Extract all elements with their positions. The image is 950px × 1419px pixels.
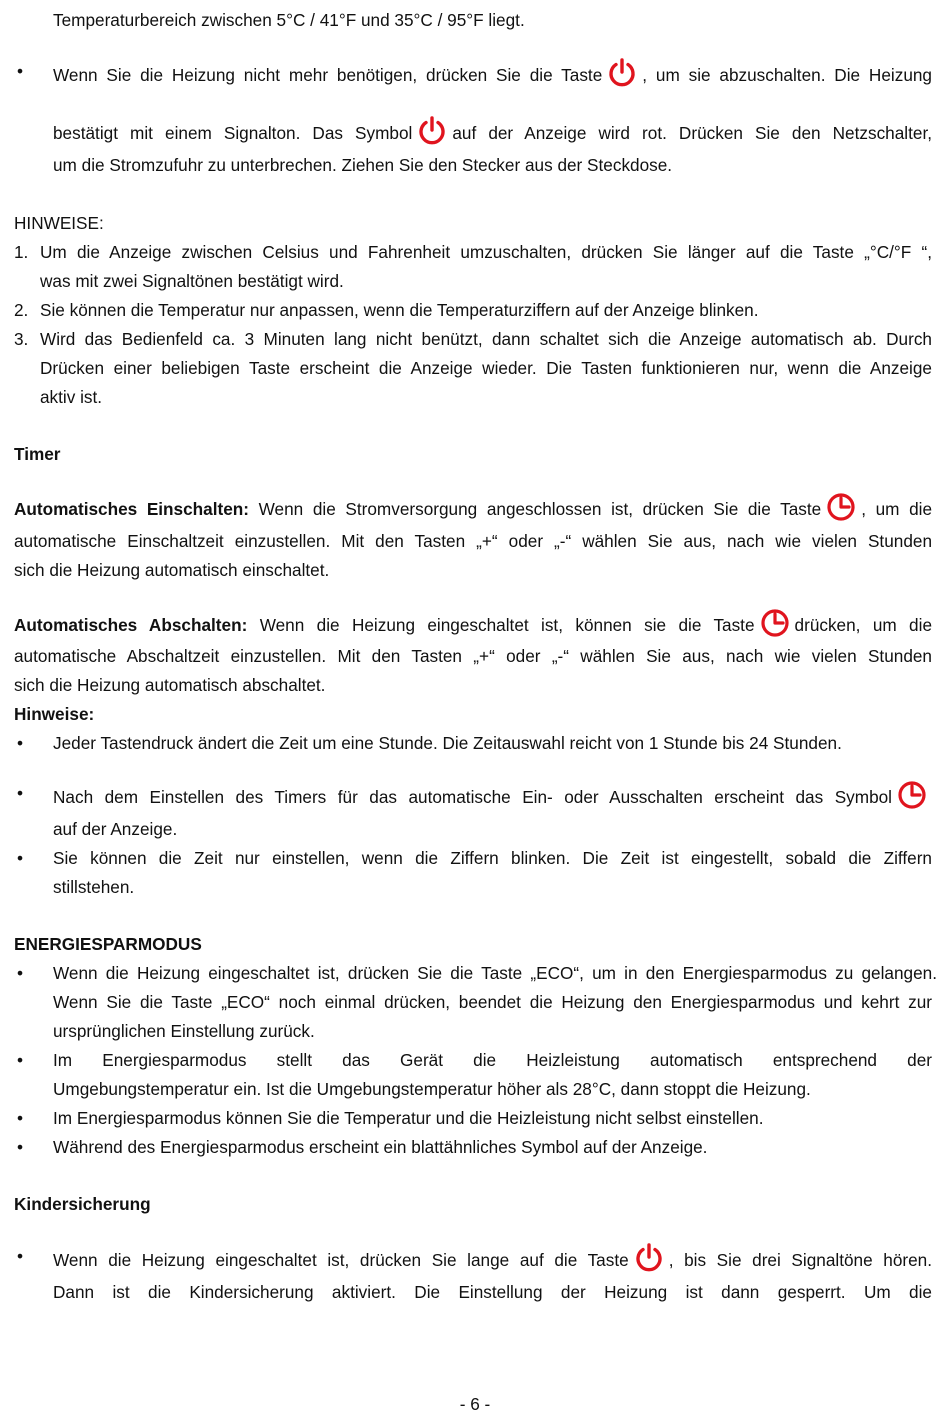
text-line: Wird das Bedienfeld ca. 3 Minuten lang nicht benützt, dann schaltet sich die Anzeige automatisch ab. Durch bbox=[40, 329, 932, 349]
text-line: automatische Einschaltzeit einzustellen. Mit den Tasten „+“ oder „-“ wählen Sie aus, nach wie vielen Stunden bbox=[14, 531, 932, 551]
bullet: • bbox=[16, 1246, 24, 1266]
list-number: 1. bbox=[14, 242, 29, 262]
text-line: Nach dem Einstellen des Timers für das automatische Ein- oder Ausschalten erscheint das Symbol bbox=[53, 779, 932, 812]
text-line: ursprünglichen Einstellung zurück. bbox=[53, 1021, 315, 1041]
text-line: Im Energiesparmodus können Sie die Temperatur und die Heizleistung nicht selbst einstellen. bbox=[53, 1108, 764, 1128]
section-heading: Kindersicherung bbox=[14, 1194, 151, 1214]
bullet: • bbox=[16, 783, 24, 803]
power-icon bbox=[416, 115, 448, 147]
text-line: um die Stromzufuhr zu unterbrechen. Ziehen Sie den Stecker aus der Steckdose. bbox=[53, 155, 673, 175]
text-line: sich die Heizung automatisch einschaltet. bbox=[14, 560, 330, 580]
bullet: • bbox=[16, 1050, 24, 1070]
text-line: stillstehen. bbox=[53, 877, 135, 897]
text-line: Im Energiesparmodus stellt das Gerät die Heizleistung automatisch entsprechend der bbox=[53, 1050, 932, 1070]
text-line: Wenn Sie die Heizung nicht mehr benötigen, drücken Sie die Taste , um sie abzuschalten. Die Heizung bbox=[53, 57, 932, 90]
text-line: automatische Abschaltzeit einzustellen. Mit den Tasten „+“ oder „-“ wählen Sie aus, nach wie vielen Stunden bbox=[14, 646, 932, 666]
text-line: Sie können die Temperatur nur anpassen, wenn die Temperaturziffern auf der Anzeige blinken. bbox=[40, 300, 759, 320]
text-line: was mit zwei Signaltönen bestätigt wird. bbox=[40, 271, 344, 291]
bullet: • bbox=[16, 848, 24, 868]
text-line: Wenn die Heizung eingeschaltet ist, drücken Sie die Taste „ECO“, um in den Energiesparmodus zu gelangen. bbox=[53, 963, 937, 983]
text-line: Drücken einer beliebigen Taste erscheint die Anzeige wieder. Die Tasten funktionieren nur, wenn die Anzeige bbox=[40, 358, 932, 378]
text-line: Wenn die Heizung eingeschaltet ist, drücken Sie lange auf die Taste , bis Sie drei Signaltöne hören. bbox=[53, 1242, 932, 1275]
text-line: Um die Anzeige zwischen Celsius und Fahrenheit umzuschalten, drücken Sie länger auf die Taste „°C/°F “, bbox=[40, 242, 932, 262]
text-line: Während des Energiesparmodus erscheint ein blattähnliches Symbol auf der Anzeige. bbox=[53, 1137, 708, 1157]
text-line: Temperaturbereich zwischen 5°C / 41°F und 35°C / 95°F liegt. bbox=[53, 10, 525, 30]
text-line: bestätigt mit einem Signalton. Das Symbol auf der Anzeige wird rot. Drücken Sie den Netzschalter, bbox=[53, 115, 932, 148]
text-line: auf der Anzeige. bbox=[53, 819, 178, 839]
text-line: Dann ist die Kindersicherung aktiviert. Die Einstellung der Heizung ist dann gesperrt. Um die bbox=[53, 1282, 932, 1302]
text-line: Wenn Sie die Taste „ECO“ noch einmal drücken, beendet die Heizung den Energiesparmodus und kehrt zur bbox=[53, 992, 932, 1012]
subheading: Hinweise: bbox=[14, 704, 95, 724]
text-line: Automatisches Einschalten: Wenn die Stromversorgung angeschlossen ist, drücken Sie die Taste , um die bbox=[14, 491, 932, 524]
bullet: • bbox=[16, 1137, 24, 1157]
clock-icon bbox=[825, 491, 857, 523]
text-line: aktiv ist. bbox=[40, 387, 103, 407]
power-icon bbox=[606, 57, 638, 89]
page-number: - 6 - bbox=[459, 1394, 491, 1414]
list-number: 3. bbox=[14, 329, 29, 349]
bullet: • bbox=[16, 61, 24, 81]
list-number: 2. bbox=[14, 300, 29, 320]
text-line: Sie können die Zeit nur einstellen, wenn die Ziffern blinken. Die Zeit ist eingestellt, sobald die Ziffern bbox=[53, 848, 932, 868]
section-heading: Timer bbox=[14, 444, 61, 464]
text-line: Automatisches Abschalten: Wenn die Heizung eingeschaltet ist, können sie die Taste drücken, um die bbox=[14, 607, 932, 640]
text-line: sich die Heizung automatisch abschaltet. bbox=[14, 675, 326, 695]
bullet: • bbox=[16, 733, 24, 753]
section-heading: HINWEISE: bbox=[14, 213, 104, 233]
bullet: • bbox=[16, 1108, 24, 1128]
bullet: • bbox=[16, 963, 24, 983]
section-heading: ENERGIESPARMODUS bbox=[14, 934, 202, 954]
text-line: Umgebungstemperatur ein. Ist die Umgebungstemperatur höher als 28°C, dann stoppt die Heizung. bbox=[53, 1079, 811, 1099]
clock-icon bbox=[896, 779, 928, 811]
text-line: Jeder Tastendruck ändert die Zeit um eine Stunde. Die Zeitauswahl reicht von 1 Stunde bis 24 Stunden. bbox=[53, 733, 842, 753]
clock-icon bbox=[759, 607, 791, 639]
power-icon bbox=[633, 1242, 665, 1274]
